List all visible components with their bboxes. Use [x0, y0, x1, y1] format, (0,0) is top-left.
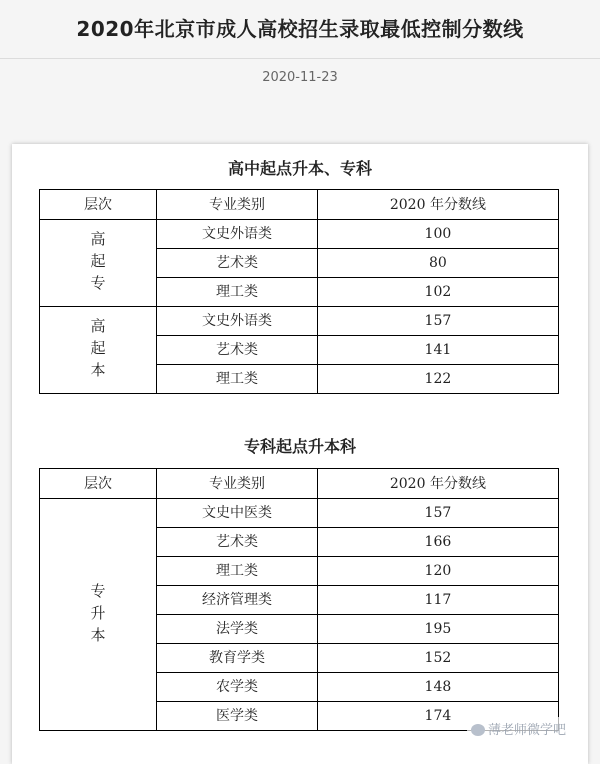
- score-cell: 152: [317, 644, 558, 673]
- level-cell: [40, 499, 157, 731]
- header-category: 专业类别: [157, 469, 318, 499]
- section-title-high-school: 高中起点升本、专科: [227, 159, 372, 178]
- score-cell: 120: [317, 557, 558, 586]
- page-title: 2020年北京市成人高校招生录取最低控制分数线: [76, 17, 524, 41]
- score-cell: 122: [317, 365, 558, 394]
- table-row: [40, 307, 559, 336]
- category-cell: 艺术类: [157, 336, 318, 365]
- score-cell: 100: [317, 220, 558, 249]
- category-cell: 文史外语类: [157, 220, 318, 249]
- category-cell: 文史外语类: [157, 307, 318, 336]
- category-cell: 艺术类: [157, 249, 318, 278]
- level-label: 专升本: [90, 581, 106, 644]
- score-cell: 166: [317, 528, 558, 557]
- level-cell: [40, 220, 157, 307]
- publish-date: 2020-11-23: [262, 70, 338, 85]
- category-cell: 农学类: [157, 673, 318, 702]
- category-cell: 医学类: [157, 702, 318, 731]
- score-cell: 102: [317, 278, 558, 307]
- header-level: 层次: [40, 469, 157, 499]
- level-cell: [40, 307, 157, 394]
- category-cell: 教育学类: [157, 644, 318, 673]
- category-cell: 理工类: [157, 278, 318, 307]
- category-cell: 理工类: [157, 365, 318, 394]
- level-label: 高起本: [90, 317, 106, 379]
- header-score: 2020 年分数线: [317, 469, 558, 499]
- level-label: 高起专: [90, 230, 106, 292]
- wechat-icon: [471, 724, 485, 736]
- header-score: 2020 年分数线: [317, 190, 558, 220]
- section-title-junior-college: 专科起点升本科: [243, 437, 356, 456]
- score-cell: 174: [317, 702, 558, 731]
- category-cell: 艺术类: [157, 528, 318, 557]
- score-cell: 148: [317, 673, 558, 702]
- watermark-text: 薄老师微学吧: [488, 723, 567, 738]
- score-cell: 157: [317, 499, 558, 528]
- category-cell: 理工类: [157, 557, 318, 586]
- table-row: [40, 220, 559, 249]
- table-high-school: [39, 189, 559, 394]
- table-header-row: [40, 190, 559, 220]
- score-cell: 141: [317, 336, 558, 365]
- table-junior-college: [39, 468, 559, 731]
- score-cell: 80: [317, 249, 558, 278]
- category-cell: 文史中医类: [157, 499, 318, 528]
- document-image: [12, 144, 588, 764]
- header-category: 专业类别: [157, 190, 318, 220]
- category-cell: 经济管理类: [157, 586, 318, 615]
- page-header: [0, 0, 600, 59]
- table-row: [40, 499, 559, 528]
- table-header-row: [40, 469, 559, 499]
- category-cell: 法学类: [157, 615, 318, 644]
- score-cell: 195: [317, 615, 558, 644]
- header-level: 层次: [40, 190, 157, 220]
- score-cell: 117: [317, 586, 558, 615]
- watermark: [467, 717, 570, 740]
- score-cell: 157: [317, 307, 558, 336]
